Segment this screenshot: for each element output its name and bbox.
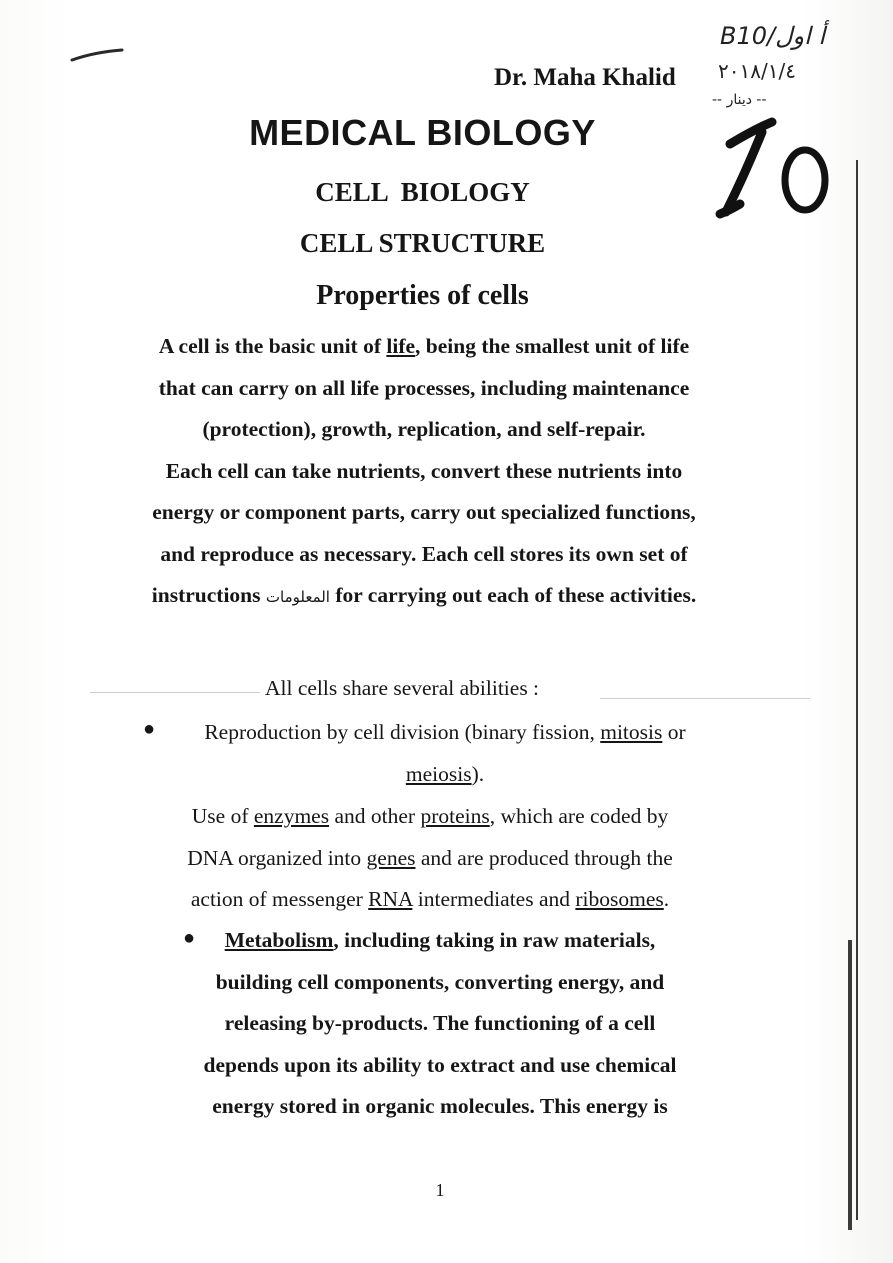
text-line: releasing by-products. The functioning of a cell — [224, 1011, 656, 1035]
text-line: meiosis). — [405, 761, 485, 786]
abilities-lead: All cells share several abilities : — [265, 676, 540, 700]
section-heading: Properties of cells — [316, 280, 529, 311]
text-line: Reproduction by cell division (binary fission, mitosis or — [204, 720, 686, 744]
text-line: (protection), growth, replication, and self-repair. — [202, 417, 646, 441]
link-metabolism[interactable]: Metabolism — [224, 928, 334, 952]
author-name: Dr. Maha Khalid — [494, 64, 676, 91]
bullet-dot: ● — [143, 718, 156, 740]
link-genes[interactable]: genes — [366, 845, 416, 870]
text-line: depends upon its ability to extract and use chemical — [203, 1052, 677, 1077]
text-line: building cell components, converting energy, and — [215, 969, 665, 994]
scan-dash-left — [90, 692, 260, 693]
subtitle-cell-biology: CELL BIOLOGY — [315, 177, 530, 207]
link-proteins[interactable]: proteins — [420, 804, 490, 828]
link-enzymes[interactable]: enzymes — [253, 804, 330, 828]
text-line: Use of enzymes and other proteins, which are coded by — [191, 804, 669, 828]
text-line: Each cell can take nutrients, convert these nutrients into — [165, 458, 683, 483]
link-meiosis[interactable]: meiosis — [405, 761, 472, 786]
text-line: Metabolism, including taking in raw materials, — [224, 928, 656, 952]
page-number: 1 — [435, 1180, 445, 1200]
bullet-dot: ● — [183, 927, 196, 949]
link-rna[interactable]: RNA — [368, 887, 413, 911]
subtitle-cell-structure: CELL STRUCTURE — [299, 228, 546, 258]
handwritten-date: ٢٠١٨/١/٤ — [718, 59, 796, 83]
intro-paragraph — [100, 326, 748, 619]
scan-dash-right — [600, 698, 810, 699]
handwritten-course-code: B10/أ اول — [720, 22, 826, 50]
scan-edge-line — [856, 160, 858, 1220]
pen-mark — [70, 46, 130, 66]
text-line: and reproduce as necessary. Each cell stores its own set of — [160, 541, 688, 566]
metabolism-item — [180, 920, 700, 1128]
text-line: that can carry on all life processes, including maintenance — [158, 375, 690, 400]
text-line: energy stored in organic molecules. This energy is — [212, 1094, 668, 1118]
arabic-term: المعلومات — [265, 588, 330, 606]
reproduction-item — [150, 712, 740, 795]
text-line: action of messenger RNA intermediates and ribosomes. — [190, 887, 670, 911]
link-mitosis[interactable]: mitosis — [600, 720, 663, 744]
link-ribosomes[interactable]: ribosomes — [575, 887, 664, 911]
text-line: DNA organized into genes and are produced through the — [187, 845, 673, 870]
handwritten-note: -- دينار -- — [712, 92, 767, 108]
text-line: instructions المعلومات for carrying out each of these activities. — [151, 583, 697, 607]
link-life[interactable]: life — [386, 334, 416, 358]
text-line: energy or component parts, carry out specialized functions, — [152, 500, 696, 524]
text-line: A cell is the basic unit of life, being the smallest unit of life — [158, 334, 690, 358]
page-title: MEDICAL BIOLOGY — [249, 112, 596, 153]
enzymes-paragraph — [120, 796, 740, 921]
